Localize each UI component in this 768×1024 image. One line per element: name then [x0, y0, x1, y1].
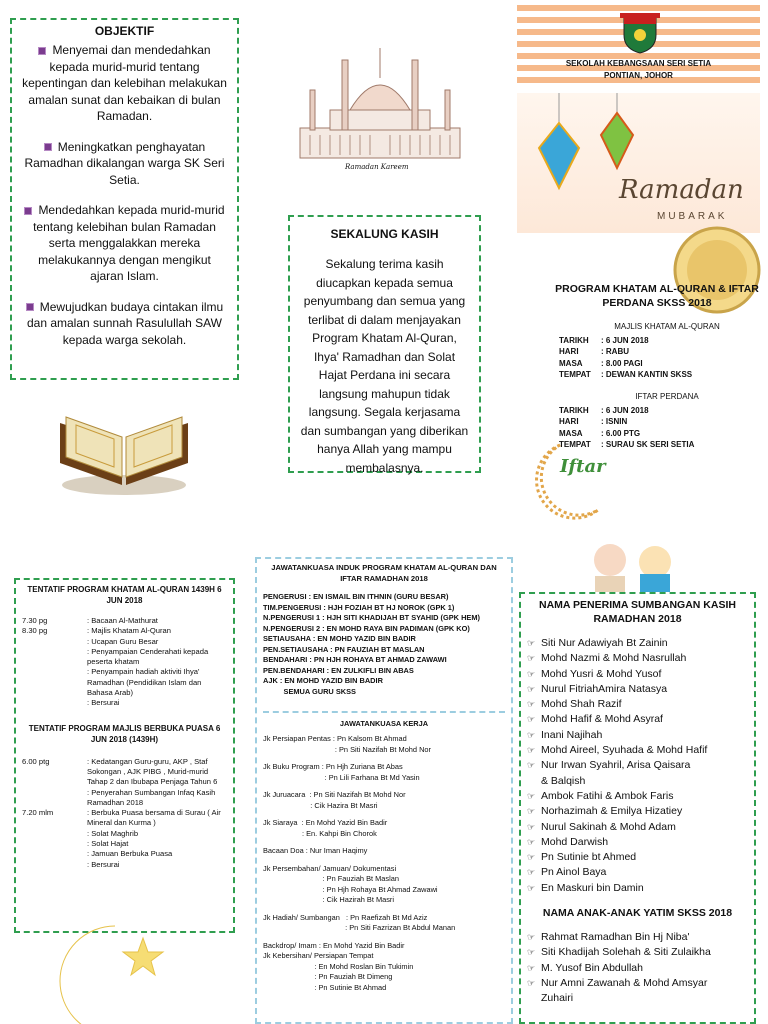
kerja-line: : Pn Siti Fazrizan Bt Abdul Manan [263, 923, 456, 932]
objektif-title: OBJEKTIF [94, 24, 155, 38]
sekalung-title: SEKALUNG KASIH [330, 227, 439, 241]
tentatif-row: 8.30 pg : Majlis Khatam Al-Quran [22, 626, 171, 636]
quran-book-illustration [52, 385, 192, 500]
name-item: ☞ Nurul FitriahAmira Natasya [527, 682, 748, 697]
iftar-moon-icon [520, 440, 620, 525]
kerja-line: Jk Hadiah/ Sumbangan : Pn Raefizah Bt Md Aziz [263, 912, 428, 922]
kerja-line: : Pn Fauziah Bt Maslan [263, 874, 399, 883]
majlis-heading: MAJLIS KHATAM AL-QURAN [614, 322, 720, 331]
tentatif-row: : Ucapan Guru Besar [87, 636, 159, 646]
tentatif-row: 6.00 ptg : Kedatangan Guru-guru, AKP , Staf Sokongan , AJK PIBG , Murid-murid Tahap 2 dan Ibubapa Penjaga Tahun 6 [22, 756, 218, 787]
crescent-star-icon [55, 918, 175, 1024]
school-name: SEKOLAH KEBANGSAAN SERI SETIA [565, 59, 712, 68]
tentatif-row: : Penyampain hadiah aktiviti Ihya' Ramadhan (Pendidikan Islam dan Bahasa Arab) [87, 667, 202, 698]
tentatif-row: : Penyampaian Cenderahati kepada peserta khatam [87, 646, 209, 667]
majlis-row: HARI : RABU [559, 347, 629, 357]
bullet-icon [26, 303, 34, 311]
tentatif-berbuka-title: TENTATIF PROGRAM MAJLIS BERBUKA PUASA 6 JUN 2018 (1439H) [28, 723, 221, 744]
tentatif-row: : Solat Maghrib [87, 828, 139, 838]
school-crest-icon [620, 9, 660, 55]
pointing-hand-icon: ☞ [527, 821, 536, 832]
sekalung-text: Sekalung terima kasih diucapkan kepada semua penyumbang dan semua yang terlibat di dalam menjayakan Program Khatam Al-Quran, Ihya' Ramadhan dan Solat Hajat Perdana ini secara langsung mahupun tidak langsung. Segala kerjasama dan sumbangan yang diberikan hanya Allah yang mampu membalasnya. [300, 257, 469, 475]
name-item: ☞ M. Yusof Bin Abdullah [527, 961, 748, 976]
sekalung-kasih-box [288, 215, 481, 473]
pointing-hand-icon: ☞ [527, 653, 536, 664]
kerja-line: Jk Kebersihan/ Persiapan Tempat [263, 951, 374, 960]
induk-line: PEN.BENDAHARI : EN ZULKIFLI BIN ABAS [263, 665, 414, 675]
penerima-box [519, 592, 756, 1024]
pointing-hand-icon: ☞ [527, 962, 536, 973]
pointing-hand-icon: ☞ [527, 745, 536, 756]
kerja-line: : Pn Siti Nazifah Bt Mohd Nor [263, 744, 431, 754]
name-item: ☞ Mohd Darwish [527, 835, 748, 850]
name-item: ☞ Mohd Shah Razif [527, 697, 748, 712]
yatim-title: NAMA ANAK-ANAK YATIM SKSS 2018 [542, 907, 733, 920]
pointing-hand-icon: ☞ [527, 699, 536, 710]
kerja-line: : Pn Fauziah Bt Dimeng [263, 972, 393, 981]
iftar-row: TARIKH : 6 JUN 2018 [559, 406, 649, 416]
pointing-hand-icon: ☞ [527, 790, 536, 801]
majlis-row: MASA : 8.00 PAGI [559, 358, 643, 368]
induk-line: SEMUA GURU SKSS [263, 686, 356, 696]
kerja-list [263, 734, 505, 1000]
kerja-title: JAWATANKUASA KERJA [263, 711, 505, 728]
ramadan-mubarak-banner [517, 93, 760, 233]
kerja-line: : Pn Hjh Rohaya Bt Ahmad Zawawi [263, 884, 438, 894]
banner-subtitle: MUBARAK [657, 211, 728, 222]
banner-title: Ramadan [619, 175, 744, 205]
pointing-hand-icon: ☞ [527, 729, 536, 740]
iftar-heading: IFTAR PERDANA [635, 392, 699, 402]
induk-line: PEN.SETIAUSAHA : PN FAUZIAH BT MASLAN [263, 644, 425, 654]
name-item: ☞ Mohd Nazmi & Mohd Nasrullah [527, 651, 748, 666]
pointing-hand-icon: ☞ [527, 668, 536, 679]
kerja-line: : Cik Hazirah Bt Masri [263, 895, 395, 904]
name-item: ☞ Nur Amni Zawanah & Mohd Amsyar [527, 976, 748, 991]
induk-line: PENGERUSI : EN ISMAIL BIN ITHNIN (GURU BESAR) [263, 592, 449, 601]
name-item: ☞ Nur Irwan Syahril, Arisa Qaisara [527, 758, 748, 773]
pointing-hand-icon: ☞ [527, 836, 536, 847]
kerja-line: : En Mohd Roslan Bin Tukimin [263, 961, 414, 971]
majlis-row: TARIKH : 6 JUN 2018 [559, 336, 649, 345]
tentatif-row: : Penyerahan Sumbangan Infaq Kasih Ramadhan 2018 [87, 787, 216, 807]
school-location: PONTIAN, JOHOR [604, 71, 673, 80]
penerima-list [527, 636, 748, 896]
kids-illustration [560, 540, 700, 600]
pointing-hand-icon: ☞ [527, 882, 536, 893]
tentatif-row: 7.20 mlm : Berbuka Puasa bersama di Surau ( Air Mineral dan Kurma ) [22, 808, 221, 828]
name-item: ☞ Ambok Fatihi & Ambok Faris [527, 789, 748, 804]
name-item: ☞ Pn Sutinie bt Ahmed [527, 850, 748, 865]
induk-line: TIM.PENGERUSI : HJH FOZIAH BT HJ NOROK (GPK 1) [263, 602, 455, 612]
mosque-illustration [290, 40, 470, 175]
name-item: ☞ Siti Nur Adawiyah Bt Zainin [527, 636, 748, 651]
kerja-line: Jk Buku Program : Pn Hjh Zuriana Bt Abas [263, 762, 403, 771]
induk-line: N.PENGERUSI 2 : EN MOHD RAYA BIN PADIMAN (GPK KO) [263, 623, 470, 633]
pointing-hand-icon: ☞ [527, 714, 536, 725]
name-item: ☞ Inani Najihah [527, 728, 748, 743]
pointing-hand-icon: ☞ [527, 638, 536, 648]
objektif-item: Mendedahkan kepada murid-murid tentang kelebihan bulan Ramadan serta menggalakkan mereka melakukannya dengan mengikut ajaran Islam. [22, 202, 227, 285]
kerja-line: Backdrop/ Imam : En Mohd Yazid Bin Badir [263, 940, 405, 950]
pointing-hand-icon: ☞ [527, 947, 536, 958]
iftar-row: HARI : ISNIN [559, 417, 628, 427]
iftar-label: Iftar [560, 456, 606, 477]
kerja-line: : Pn Lili Farhana Bt Md Yasin [263, 772, 420, 782]
bullet-icon [44, 143, 52, 151]
pointing-hand-icon: ☞ [527, 977, 536, 988]
name-item: ☞ Pn Ainol Baya [527, 865, 748, 880]
bullet-icon [38, 47, 46, 55]
tentatif-box [14, 578, 235, 933]
kerja-line: : En. Kahpi Bin Chorok [263, 828, 377, 838]
name-item: ☞ Norhazimah & Emilya Hizatiey [527, 804, 748, 819]
kerja-line: Jk Siaraya : En Mohd Yazid Bin Badir [263, 818, 388, 827]
iftar-row: TEMPAT : SURAU SK SERI SETIA [559, 440, 695, 450]
name-item: ☞ Nurul Sakinah & Mohd Adam [527, 820, 748, 835]
tentatif-row: : Bersurai [87, 698, 120, 708]
name-item: ☞ Mohd Hafif & Mohd Asyraf [527, 712, 748, 727]
name-item: ☞ Siti Khadijah Solehah & Siti Zulaikha [527, 945, 748, 960]
tentatif-row: 7.30 pg : Bacaan Al-Mathurat [22, 616, 158, 625]
induk-line: BENDAHARI : PN HJH ROHAYA BT AHMAD ZAWAWI [263, 655, 447, 664]
kerja-line: : Cik Hazira Bt Masri [263, 800, 378, 810]
majlis-row: TEMPAT : DEWAN KANTIN SKSS [559, 369, 693, 379]
pointing-hand-icon: ☞ [527, 867, 536, 878]
tentatif-row: : Bersurai [87, 859, 120, 869]
tentatif-row: : Jamuan Berbuka Puasa [87, 849, 173, 859]
name-item: & Balqish [541, 774, 586, 787]
objektif-item: Meningkatkan penghayatan Ramadhan dikalangan warga SK Seri Setia. [24, 139, 225, 187]
jawatankuasa-box [255, 557, 513, 1024]
penerima-title: NAMA PENERIMA SUMBANGAN KASIH RAMADHAN 2018 [539, 599, 736, 625]
mosque-caption: Ramadan Kareem [345, 163, 409, 171]
kerja-line: Jk Juruacara : Pn Siti Nazifah Bt Mohd Nor [263, 790, 406, 799]
name-item: Zuhairi [541, 992, 574, 1005]
yatim-list [527, 930, 748, 1006]
name-item: ☞ Mohd Aireel, Syuhada & Mohd Hafif [527, 743, 748, 758]
pointing-hand-icon: ☞ [527, 806, 536, 817]
objektif-item: Mewujudkan budaya cintakan ilmu dan amalan sunnah Rasulullah SAW kepada warga sekolah. [26, 299, 224, 347]
bullet-icon [24, 207, 32, 215]
program-title: PROGRAM KHATAM AL-QURAN & IFTAR PERDANA SKSS 2018 [555, 283, 759, 309]
kerja-line: Bacaan Doa : Nur Iman Haqimy [263, 846, 368, 855]
tentatif-khatam-title: TENTATIF PROGRAM KHATAM AL-QURAN 1439H 6 JUN 2018 [27, 585, 222, 605]
name-item: ☞ Mohd Yusri & Mohd Yusof [527, 667, 748, 682]
school-info [517, 58, 760, 82]
kerja-line: Jk Persembahan/ Jamuan/ Dokumentasi [263, 863, 397, 873]
kerja-line: Jk Persiapan Pentas : Pn Kalsom Bt Ahmad [263, 734, 407, 743]
iftar-row: MASA : 6.00 PTG [559, 428, 641, 438]
pointing-hand-icon: ☞ [527, 760, 536, 771]
objektif-item: Menyemai dan mendedahkan kepada murid-murid tentang kepentingan dan kelebihan melakukan amalan sunat dan kebaikan di bulan Ramadan. [22, 43, 227, 123]
induk-line: AJK : EN MOHD YAZID BIN BADIR [263, 676, 383, 685]
tentatif-row: : Solat Hajat [87, 839, 129, 849]
name-item: ☞ Rahmat Ramadhan Bin Hj Niba' [527, 930, 748, 945]
pointing-hand-icon: ☞ [527, 932, 536, 943]
pointing-hand-icon: ☞ [527, 683, 536, 694]
kerja-line: : Pn Sutinie Bt Ahmad [263, 982, 387, 992]
name-item: ☞ En Maskuri bin Damin [527, 881, 748, 896]
jawatankuasa-title: JAWATANKUASA INDUK PROGRAM KHATAM AL-QURAN DAN IFTAR RAMADHAN 2018 [271, 563, 497, 583]
objektif-box [10, 18, 239, 380]
pointing-hand-icon: ☞ [527, 852, 536, 863]
induk-line: N.PENGERUSI 1 : HJH SITI KHADIJAH BT SYAHID (GPK HEM) [263, 613, 480, 622]
program-info [553, 282, 761, 450]
induk-line: SETIAUSAHA : EN MOHD YAZID BIN BADIR [263, 634, 416, 643]
